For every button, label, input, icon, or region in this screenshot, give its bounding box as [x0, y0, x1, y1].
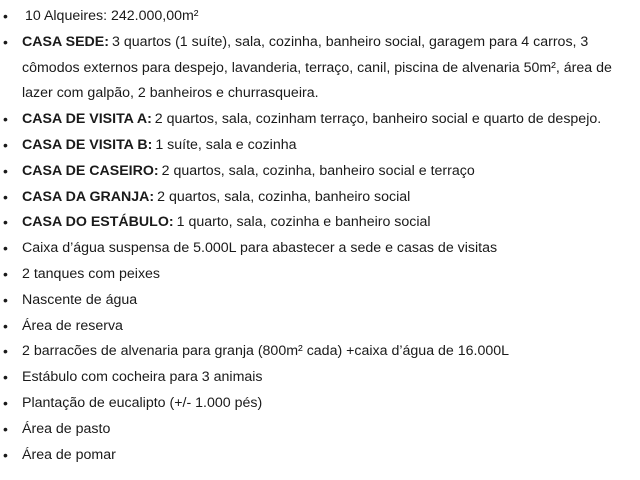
item-text: 2 quartos, sala, cozinham terraço, banheiro social e quarto de despejo.: [154, 111, 602, 128]
list-item-casa-visita-a: [0, 107, 640, 133]
list-item-barracoes: [0, 339, 640, 365]
item-text: 10 Alqueires: 242.000,00m²: [25, 8, 199, 24]
item-text: Estábulo com cocheira para 3 animais: [22, 369, 263, 386]
item-text: 3 quartos (1 suíte), sala, cozinha, banheiro social, garagem para 4 carros, 3 cômodos externos para despejo, lavanderia, terraço, canil, piscina de alvenaria 50m², área de lazer com galpão, 2 banheiros e churrasqueira.: [22, 33, 612, 102]
bullet-icon: •: [3, 240, 8, 257]
bullet-icon: •: [3, 162, 8, 179]
item-text: 2 tanques com peixes: [22, 265, 161, 282]
item-text: Caixa d’água suspensa de 5.000L para abastecer a sede e casas de visitas: [22, 240, 498, 257]
item-text: Área de pasto: [22, 420, 111, 437]
list-item-caixa-dagua: [0, 236, 640, 262]
bullet-icon: •: [3, 291, 8, 308]
item-text: Nascente de água: [22, 291, 138, 308]
list-item-casa-estabulo: [0, 210, 640, 236]
list-item-casa-granja: [0, 185, 640, 211]
list-item-tanques: [0, 262, 640, 288]
item-text: 2 quartos, sala, cozinha, banheiro social: [157, 188, 411, 205]
bullet-icon: •: [3, 446, 8, 463]
bullet-icon: •: [3, 136, 8, 153]
bullet-icon: •: [3, 111, 8, 128]
bullet-icon: •: [3, 214, 8, 231]
bullet-icon: •: [3, 265, 8, 282]
list-item-estabulo: [0, 365, 640, 391]
bullet-icon: •: [3, 369, 8, 386]
property-features-list: [0, 4, 640, 468]
list-item-casa-visita-b: [0, 133, 640, 159]
item-text: Área de reserva: [22, 317, 123, 334]
list-item-casa-sede: [0, 30, 640, 107]
list-item-pomar: [0, 443, 640, 469]
bullet-icon: •: [3, 188, 8, 205]
list-item-reserva: [0, 314, 640, 340]
bullet-icon: •: [3, 343, 8, 360]
list-item-nascente: [0, 288, 640, 314]
item-label: CASA SEDE:: [22, 33, 109, 50]
bullet-icon: •: [3, 394, 8, 411]
item-text: Área de pomar: [22, 446, 116, 463]
bullet-icon: •: [3, 33, 8, 50]
item-text: 1 suíte, sala e cozinha: [155, 136, 297, 153]
item-text: 2 barracões de alvenaria para granja (800m² cada) +caixa d’água de 16.000L: [22, 343, 510, 360]
list-item-eucalipto: [0, 391, 640, 417]
bullet-icon: •: [3, 317, 8, 334]
list-item-area: [0, 4, 640, 30]
item-label: CASA DE VISITA A:: [22, 111, 152, 128]
item-label: CASA DE VISITA B:: [22, 136, 153, 153]
item-label: CASA DA GRANJA:: [22, 188, 155, 205]
list-item-casa-caseiro: [0, 159, 640, 185]
item-label: CASA DO ESTÁBULO:: [22, 214, 174, 231]
bullet-icon: •: [3, 8, 8, 24]
item-text: 1 quarto, sala, cozinha e banheiro social: [176, 214, 431, 231]
item-label: CASA DE CASEIRO:: [22, 162, 159, 179]
item-text: Plantação de eucalipto (+/- 1.000 pés): [22, 394, 263, 411]
bullet-icon: •: [3, 420, 8, 437]
item-text: 2 quartos, sala, cozinha, banheiro social e terraço: [161, 162, 475, 179]
list-item-pasto: [0, 417, 640, 443]
